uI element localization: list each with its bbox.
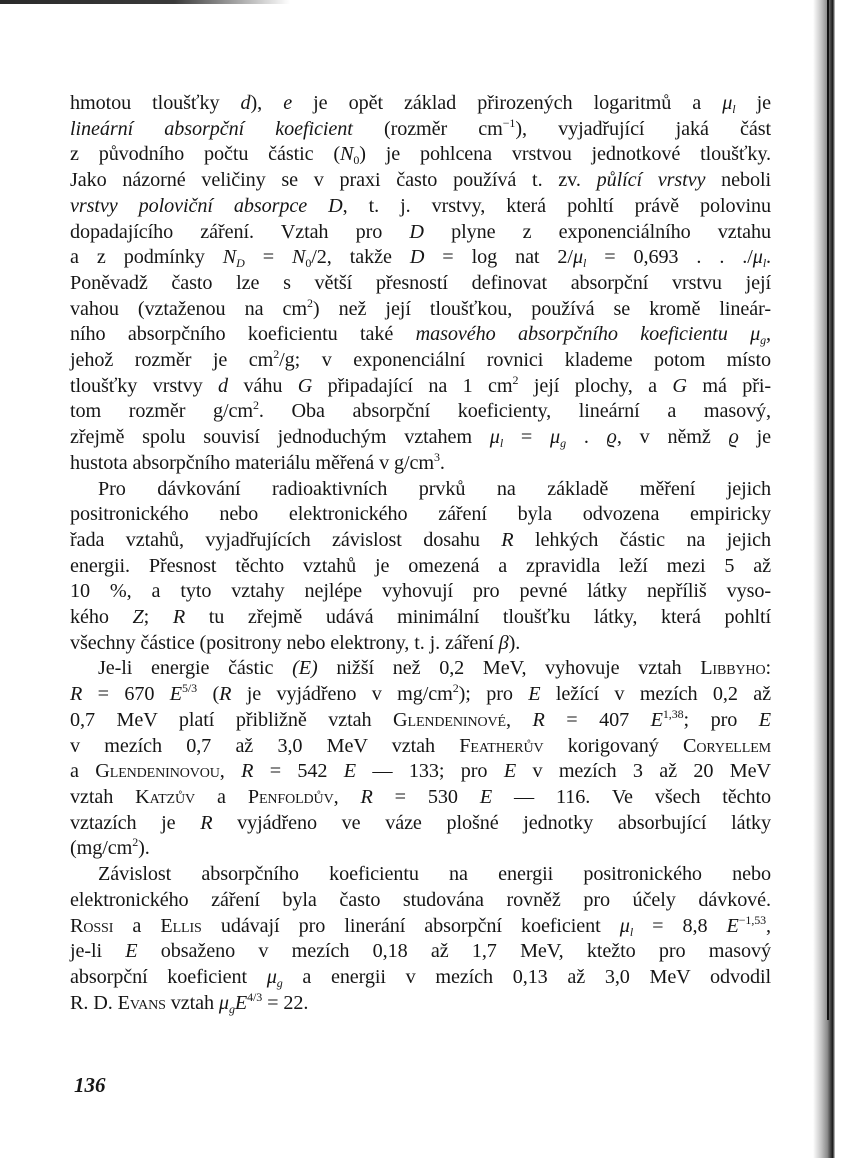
paragraph-4 bbox=[70, 862, 771, 1016]
text-line: hustota absorpčního materiálu měřená v $g/cm^3$. bbox=[70, 449, 445, 474]
scan-top-edge bbox=[0, 0, 290, 4]
text-line: vrstvy poloviční absorpce D, t. j. vrstvy, která pohltí právě polovinu bbox=[70, 194, 771, 217]
text-line: vztazích je R vyjádřeno ve váze plošné jednotky absorbující látky bbox=[70, 811, 771, 834]
paragraph-1 bbox=[70, 91, 771, 477]
text-line: Je-li energie částic (E) nižší než 0,2 MeV, vyhovuje vztah Libbyho: bbox=[98, 657, 772, 680]
paragraph-3 bbox=[70, 656, 771, 862]
book-gutter-shadow bbox=[813, 0, 835, 1158]
text-line: 0,7 MeV platí přibližně vztah Glendeninové, R = 407 E$^{1,38}$; pro E bbox=[70, 706, 771, 731]
text-line: jehož rozměr je $cm^2/g$; v exponenciální rovnici klademe potom místo bbox=[70, 347, 771, 372]
text-line: lineární absorpční koeficient (rozměr $cm^{-1}$), vyjadřující jaká část bbox=[70, 115, 771, 140]
text-line: R. D. Evans vztah $\mu_gE^{4/3} = 22$. bbox=[70, 989, 309, 1016]
text-line: Poněvadž často lze s větší přesností definovat absorpční vrstvu její bbox=[70, 271, 771, 294]
text-line: Jako názorné veličiny se v praxi často používá t. zv. půlící vrstvy neboli bbox=[70, 169, 771, 192]
text-line: všechny částice (positrony nebo elektrony, t. j. záření β). bbox=[70, 631, 521, 654]
text-line: tloušťky vrstvy d váhu G připadající na 1 $cm^2$ její plochy, a G má při- bbox=[70, 372, 771, 397]
text-line: 10 %, a tyto vztahy nejlépe vyhovují pro pevné látky nepříliš vyso- bbox=[70, 580, 771, 603]
text-line: hmotou tloušťky d), e je opět základ přirozených logaritmů a $\mu_l$ je bbox=[70, 92, 771, 116]
text-line: Rossi a Ellis udávají pro linerání absorpční koeficient $\mu_l = 8,8$ $E^{-1,53}$, bbox=[70, 912, 771, 939]
page-body bbox=[70, 91, 771, 1016]
text-line: ního absorpčního koeficientu také masového absorpčního koeficientu $\mu_g$, bbox=[70, 323, 771, 348]
text-line: Pro dávkování radioaktivních prvků na základě měření jejich bbox=[98, 477, 771, 500]
book-gutter-line bbox=[827, 0, 829, 1020]
text-line: energii. Přesnost těchto vztahů je omezená a zpravidla leží mezi 5 až bbox=[70, 554, 771, 577]
text-line: řada vztahů, vyjadřujících závislost dosahu R lehkých částic na jejich bbox=[70, 528, 771, 551]
text-line: kého Z; R tu zřejmě udává minimální tloušťku látky, která pohltí bbox=[70, 606, 771, 629]
text-line: $(mg/cm^2)$. bbox=[70, 835, 150, 860]
text-line: R = 670 $E^{5/3}$ (R je vyjádřeno v $mg/cm^2$); pro E ležící v mezích 0,2 až bbox=[70, 681, 771, 706]
text-line: vahou (vztaženou na $cm^2$) než její tloušťkou, používá se kromě lineár- bbox=[70, 295, 771, 320]
paragraph-2 bbox=[70, 477, 771, 657]
text-line: v mezích 0,7 až 3,0 MeV vztah Featherův korigovaný Coryellem bbox=[70, 734, 772, 757]
text-line: positronického nebo elektronického záření byla odvozena empiricky bbox=[70, 503, 771, 526]
text-line: Závislost absorpčního koeficientu na energii positronického nebo bbox=[98, 863, 771, 886]
text-line: a Glendeninovou, R = 542 E — 133; pro E v mezích 3 až 20 MeV bbox=[70, 760, 771, 783]
text-line: a z podmínky $N_D = N_0/2$, takže D = log nat $2/\mu_l = 0,693$ . . $./\mu_l$. bbox=[70, 246, 771, 271]
text-line: vztah Katzův a Penfoldův, R = 530 E — 116. Ve všech těchto bbox=[70, 785, 771, 808]
page-number: 136 bbox=[74, 1073, 106, 1097]
text-line: tom rozměr $g/cm^2$. Oba absorpční koeficienty, lineární a masový, bbox=[70, 398, 771, 423]
text-line: dopadajícího záření. Vztah pro D plyne z exponenciálního vztahu bbox=[70, 220, 771, 243]
text-line: absorpční koeficient $\mu_g$ a energii v mezích 0,13 až 3,0 MeV odvodil bbox=[70, 965, 771, 990]
text-line: je-li E obsaženo v mezích 0,18 až 1,7 MeV, ktežto pro masový bbox=[70, 940, 771, 963]
text-line: elektronického záření byla často studována rovněž pro účely dávkové. bbox=[70, 888, 771, 911]
text-line: z původního počtu částic $(N_0)$ je pohlcena vrstvou jednotkové tloušťky. bbox=[70, 143, 771, 168]
text-line: zřejmě spolu souvisí jednoduchým vztahem $\mu_l = \mu_g$ . ϱ, v němž ϱ je bbox=[70, 426, 771, 451]
